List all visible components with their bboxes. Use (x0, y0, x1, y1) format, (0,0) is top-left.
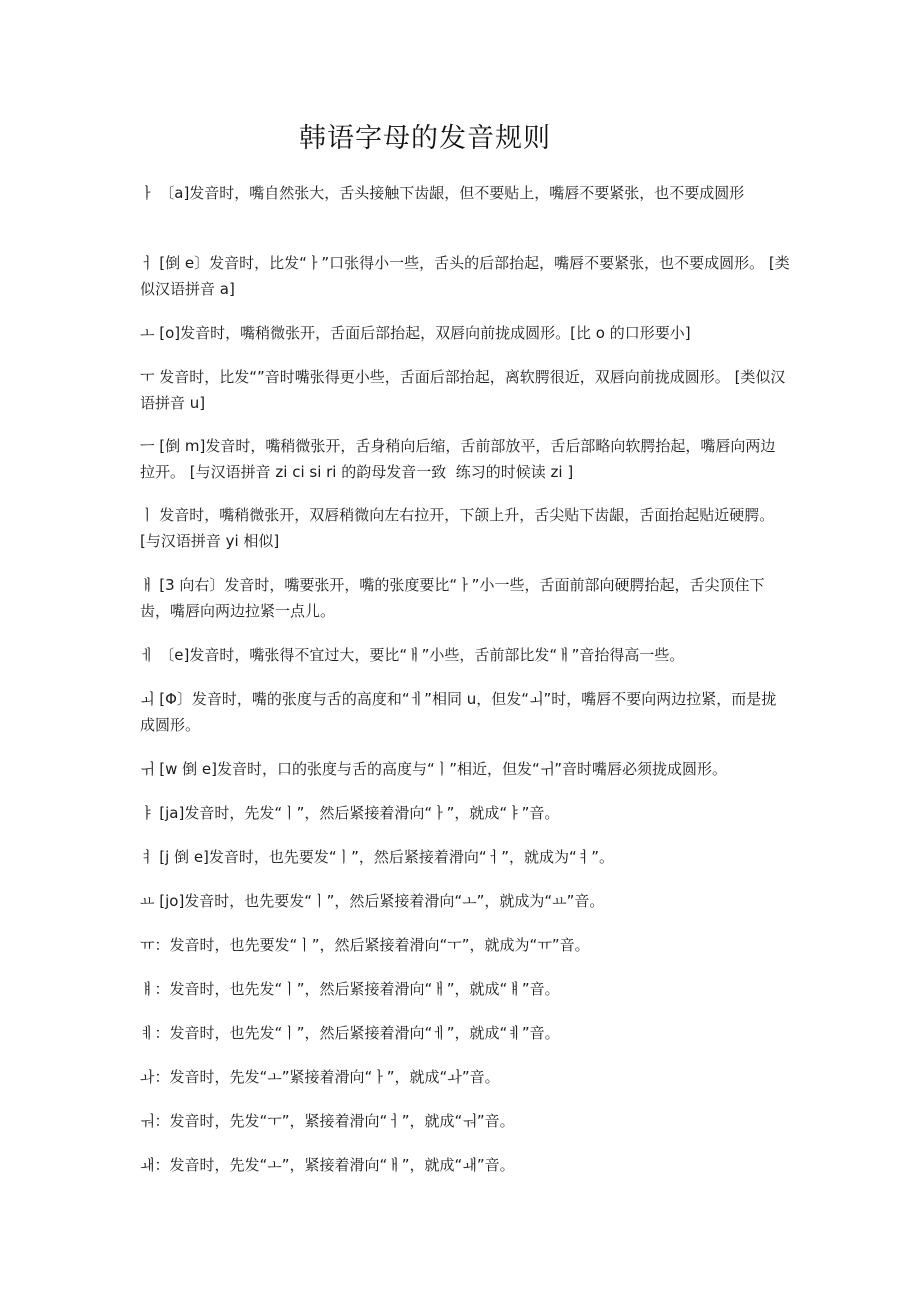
paragraph-yu: ㅠ：发音时，也先要发“ㅣ”，然后紧接着滑向“ㅜ”，就成为“ㅠ”音。 (140, 936, 590, 954)
paragraph-o: ㅗ [o]发音时，嘴稍微张开，舌面后部抬起，双唇向前拢成圆形。[比 o 的口形要小] (140, 324, 691, 342)
paragraph-yeo: ㅕ [j 倒 e]发音时，也先要发“ㅣ”，然后紧接着滑向“ㅓ”，就成为“ㅕ”。 (140, 848, 614, 866)
document-title: 韩语字母的发音规则 (299, 123, 551, 154)
paragraph-wa: ㅘ：发音时，先发“ㅗ”紧接着滑向“ㅏ”，就成“ㅘ”音。 (140, 1068, 500, 1086)
paragraph-ya: ㅑ [ja]发音时，先发“ㅣ”，然后紧接着滑向“ㅏ”，就成“ㅑ”音。 (140, 804, 560, 822)
paragraph-u: ㅜ 发音时，比发“”音时嘴张得更小些，舌面后部抬起，离软腭很近，双唇向前拢成圆形。 [类似汉语拼音 u] (140, 368, 786, 412)
paragraph-wo: ㅝ：发音时，先发“ㅜ”，紧接着滑向“ㅓ”，就成“ㅝ”音。 (140, 1112, 515, 1130)
paragraph-eo: ㅓ [倒 e〕发音时，比发“ㅏ”口张得小一些，舌头的后部抬起，嘴唇不要紧张，也不要成圆形。 [类似汉语拼音 a] (140, 254, 790, 298)
paragraph-eu: ㅡ [倒 m]发音时，嘴稍微张开，舌身稍向后缩，舌前部放平，舌后部略向软腭抬起，嘴唇向两边拉开。 [与汉语拼音 zi ci si ri 的韵母发音一致 练习的时候读 zi ] (140, 437, 776, 481)
paragraph-ye: ㅖ：发音时，也先发“ㅣ”，然后紧接着滑向“ㅔ”，就成“ㅖ”音。 (140, 1024, 560, 1042)
paragraph-oe: ㅚ [Φ〕发音时，嘴的张度与舌的高度和“ㅔ”相同 u，但发“ㅚ”时，嘴唇不要向两边拉紧，而是拢成圆形。 (140, 690, 777, 734)
paragraph-yae: ㅒ：发音时，也先发“ㅣ”，然后紧接着滑向“ㅐ”，就成“ㅒ”音。 (140, 980, 560, 998)
paragraph-yo: ㅛ [jo]发音时，也先要发“ㅣ”，然后紧接着滑向“ㅗ”，就成为“ㅛ”音。 (140, 892, 605, 910)
paragraph-a: ㅏ 〔a]发音时，嘴自然张大，舌头接触下齿龈，但不要贴上，嘴唇不要紧张，也不要成圆形 (140, 184, 745, 202)
paragraph-ae: ㅐ [3 向右〕发音时，嘴要张开，嘴的张度要比“ㅏ”小一些，舌面前部向硬腭抬起，舌尖顶住下齿，嘴唇向两边拉紧一点儿。 (140, 576, 765, 620)
paragraph-i: ㅣ 发音时，嘴稍微张开，双唇稍微向左右拉开，下颌上升，舌尖贴下齿龈，舌面抬起贴近硬腭。 [与汉语拼音 yi 相似] (140, 506, 780, 550)
paragraph-wi: ㅟ [w 倒 e]发音时，口的张度与舌的高度与“ㅣ”相近，但发“ㅟ”音时嘴唇必须拢成圆形。 (140, 760, 728, 778)
paragraph-e: ㅔ 〔e]发音时，嘴张得不宜过大，要比“ㅐ”小些，舌前部比发“ㅐ”音抬得高一些。 (140, 646, 685, 664)
paragraph-wae: ㅙ：发音时，先发“ㅗ”，紧接着滑向“ㅐ”，就成“ㅙ”音。 (140, 1156, 515, 1174)
